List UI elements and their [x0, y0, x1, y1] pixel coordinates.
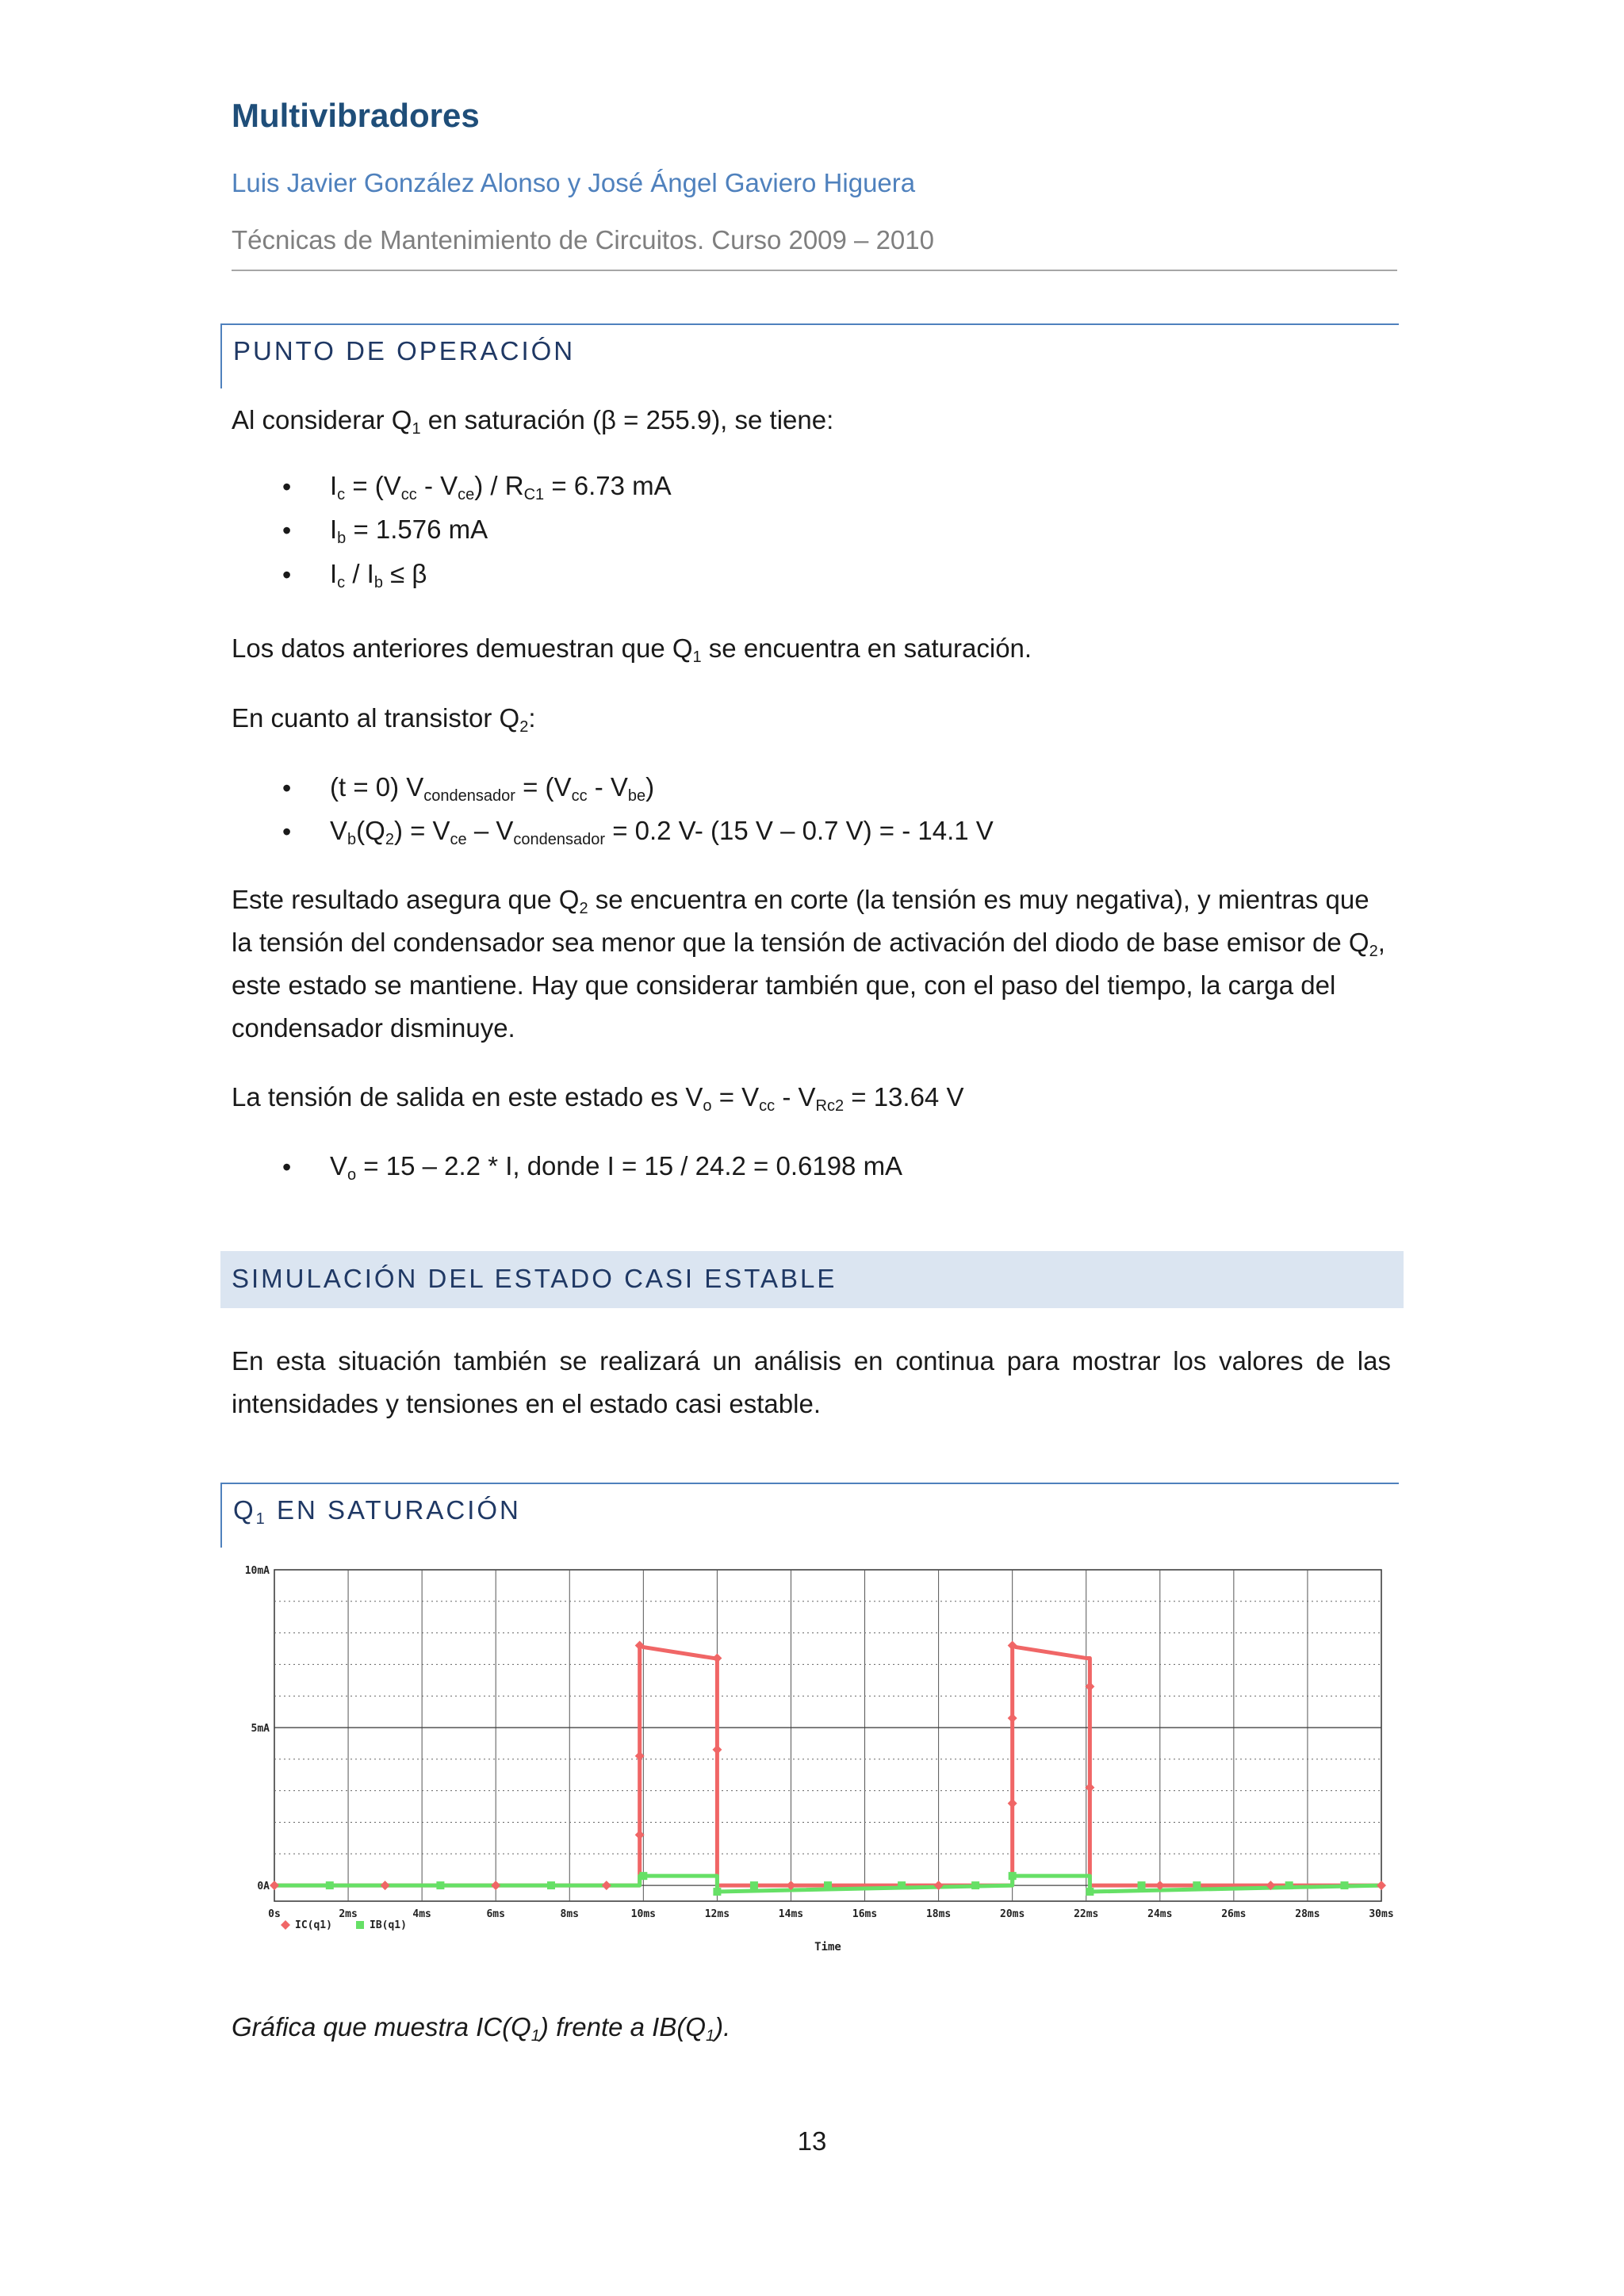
bullet-marker: •: [282, 817, 292, 846]
section-q1-saturation: [220, 1483, 1399, 1548]
paragraph-output-voltage: La tensión de salida en este estado es $V_o = V_{cc} - V_{Rc2} = 13.64$ V: [232, 1082, 964, 1115]
x-tick-label: 20ms: [1000, 1908, 1025, 1920]
x-tick-label: 12ms: [704, 1908, 730, 1920]
data-point-ib: [436, 1881, 444, 1889]
x-tick-label: 30ms: [1369, 1908, 1394, 1920]
x-tick-label: 10ms: [630, 1908, 656, 1920]
data-point-ib: [824, 1881, 832, 1889]
x-tick-label: 8ms: [560, 1908, 580, 1920]
data-point-ib: [1340, 1881, 1348, 1889]
figure-caption: Gráfica que muestra $IC(Q_1)$ frente a $IB(Q_1)$.: [232, 2012, 731, 2045]
x-tick-label: 6ms: [486, 1908, 505, 1920]
data-point-ib: [750, 1881, 758, 1889]
bullet-ic-formula: $I_c = (V_{cc} - V_{ce}) / R_{C1} = 6.73$ mA: [330, 471, 672, 503]
y-tick-label: 10mA: [244, 1565, 270, 1577]
x-tick-label: 22ms: [1074, 1908, 1099, 1920]
bullet-marker: •: [282, 774, 292, 802]
x-tick-label: 16ms: [852, 1908, 878, 1920]
data-point-ic: [281, 1920, 290, 1930]
section-heading-operating-point: PUNTO DE OPERACIÓN: [233, 336, 576, 365]
bullet-marker: •: [282, 516, 292, 545]
paragraph-q2-cutoff: Este resultado asegura que $Q_2$ se encuentra en corte (la tensión es muy negativa), y mientras que la tensión del condensador sea menor que la tensión de activación del diodo de base emisor de $Q_2$, este estado se mantiene. Hay que considerar también que, con el paso del tiempo, la carga del condensador disminuye.: [232, 885, 1385, 1043]
document-title: Multivibradores: [232, 97, 480, 134]
section-operating-point: [220, 323, 1399, 388]
bullet-ic-ib-ratio: $I_c / I_b \le \beta$: [330, 559, 427, 591]
x-axis-label: Time: [814, 1941, 841, 1954]
bullet-ib-value: $I_b = 1.576$ mA: [330, 515, 488, 547]
data-point-ib: [1009, 1872, 1017, 1880]
data-point-ib: [1285, 1881, 1293, 1889]
bullet-vo-formula: $V_o = 15 - 2.2 * I$, donde I = 15 / 24.2 = 0.6198 mA: [330, 1151, 903, 1184]
data-point-ib: [1086, 1888, 1094, 1896]
data-point-ib: [971, 1881, 979, 1889]
x-tick-label: 28ms: [1295, 1908, 1320, 1920]
data-point-ib: [898, 1881, 906, 1889]
x-tick-label: 26ms: [1221, 1908, 1247, 1920]
data-point-ib: [1193, 1881, 1201, 1889]
data-point-ib: [713, 1888, 721, 1896]
data-point-ib: [547, 1881, 555, 1889]
bullet-marker: •: [282, 1153, 292, 1181]
x-tick-label: 2ms: [339, 1908, 358, 1920]
bullet-vb-q2: $V_b(Q_2) = V_{ce} - V_{condensador} = 0.2$ V- (15 V – 0.7 V) = - 14.1 V: [330, 816, 994, 848]
section-heading-q1-saturation: $Q_1$ EN SATURACIÓN: [233, 1495, 521, 1528]
x-tick-label: 0s: [268, 1908, 281, 1920]
bullet-marker: •: [282, 561, 292, 589]
legend-label-ib: IB(q1): [370, 1919, 407, 1931]
x-tick-label: 4ms: [412, 1908, 431, 1920]
data-point-ib: [1138, 1881, 1146, 1889]
x-tick-label: 24ms: [1147, 1908, 1173, 1920]
bullet-marker: •: [282, 473, 292, 501]
y-tick-label: 5mA: [251, 1723, 270, 1735]
section-heading-quasi-stable: SIMULACIÓN DEL ESTADO CASI ESTABLE: [232, 1264, 837, 1293]
plot-area: [274, 1570, 1381, 1901]
bullet-capacitor-voltage: (t = 0) $V_{condensador} = (V_{cc} - V_{be})$: [330, 772, 655, 805]
chart-ic-ib-q1: [230, 1552, 1397, 1990]
x-tick-label: 18ms: [925, 1908, 952, 1920]
x-tick-label: 14ms: [778, 1908, 804, 1920]
y-tick-label: 0A: [257, 1881, 270, 1893]
document-authors: Luis Javier González Alonso y José Ángel Gaviero Higuera: [232, 168, 916, 197]
chart-svg: [230, 1552, 1397, 1990]
paragraph-dc-analysis: En esta situación también se realizará un análisis en continua para mostrar los valores de las intensidades y tensiones en el estado casi estable.: [232, 1346, 1391, 1418]
paragraph-q1-saturation: Al considerar $Q_1$ en saturación (β = 255.9), se tiene:: [232, 405, 834, 438]
document-course: Técnicas de Mantenimiento de Circuitos. Curso 2009 – 2010: [232, 225, 934, 254]
data-point-ib: [639, 1872, 647, 1880]
paragraph-q1-conclusion: Los datos anteriores demuestran que $Q_1$ se encuentra en saturación.: [232, 633, 1032, 666]
header-divider: [232, 270, 1397, 271]
paragraph-q2-intro: En cuanto al transistor $Q_2$:: [232, 703, 536, 736]
page-number: 13: [797, 2126, 827, 2156]
data-point-ib: [326, 1881, 334, 1889]
legend-label-ic: IC(q1): [295, 1919, 332, 1931]
section-quasi-stable: [220, 1251, 1404, 1308]
data-point-ib: [356, 1921, 364, 1929]
